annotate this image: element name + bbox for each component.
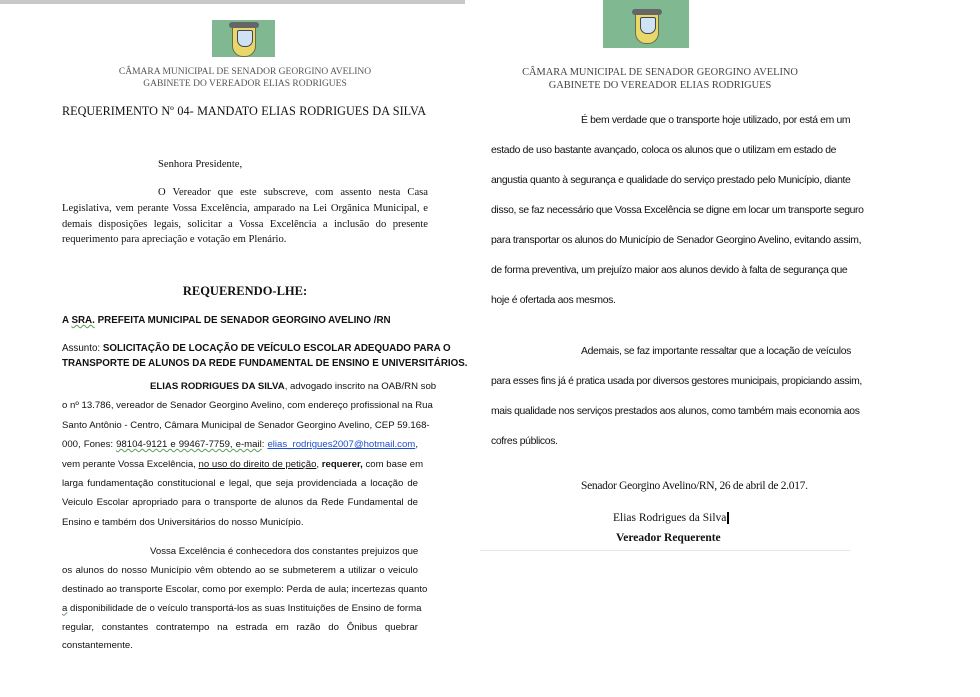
text-line: de forma preventiva, um prejuízo maior aos alunos devido à falta de segurança que — [491, 265, 848, 276]
text-line: para transportar os alunos do Município de Senador Georgino Avelino, evitando assim, — [491, 235, 862, 246]
text-line: destinado ao transporte Escolar, como por exemplo: Perda de aula; incertezas quanto — [62, 583, 428, 595]
text-line: O Vereador que este subscreve, com assento nesta Casa — [158, 187, 428, 198]
salutation: Senhora Presidente, — [158, 159, 243, 170]
text-segment: TRANSPORTE DE ALUNOS DA REDE FUNDAMENTAL DE ENSINO E UNIVERSITÁRIOS. — [62, 358, 468, 369]
text-line — [62, 356, 468, 371]
text-line: Vossa Excelência é conhecedora dos constantes prejuizos que — [150, 546, 419, 557]
page-divider — [480, 550, 850, 551]
text-line — [62, 435, 418, 454]
text-segment: SRA. — [71, 315, 95, 326]
text-line: Ademais, se faz importante ressaltar que a locação de veículos — [581, 346, 851, 357]
requerendo-heading: REQUERENDO-LHE: — [182, 284, 308, 298]
text-line: angustia quanto à segurança e qualidade do serviço prestado pelo Município, diante — [491, 175, 851, 186]
email-link[interactable]: elias_rodrigues2007@hotmail.com — [267, 439, 416, 451]
text-segment: ELIAS RODRIGUES DA SILVA — [150, 381, 285, 392]
signer-role: Vereador Requerente — [616, 532, 721, 544]
chamber-logo — [603, 0, 689, 48]
office-name: GABINETE DO VEREADOR ELIAS RODRIGUES — [548, 80, 772, 91]
chamber-name: CÂMARA MUNICIPAL DE SENADOR GEORGINO AVELINO — [522, 67, 798, 78]
subject — [62, 341, 468, 371]
text-line: mais qualidade nos serviços prestados aos alunos, como também mais economia aos — [491, 406, 860, 417]
text-segment: com base em — [362, 458, 424, 470]
text-segment: , — [316, 458, 322, 470]
text-line: larga fundamentação constitucional e legal, que seja providenciada a locação de — [62, 477, 418, 489]
page-1 — [0, 0, 468, 697]
date-line: Senador Georgino Avelino/RN, 26 de abril de 2.017. — [581, 480, 808, 492]
intro-paragraph — [62, 185, 428, 248]
coat-of-arms-icon — [635, 10, 659, 44]
text-line: disso, se faz necessário que Vossa Excelência se digne em locar um transporte seguro — [491, 205, 864, 216]
text-line: É bem verdade que o transporte hoje utilizado, por está em um — [581, 115, 851, 126]
letterhead — [475, 66, 845, 92]
text-line — [62, 600, 422, 619]
text-segment: , — [415, 439, 418, 451]
body-paragraph-2 — [62, 543, 428, 656]
text-segment: requerer, — [321, 458, 363, 470]
text-segment: A — [62, 315, 72, 326]
text-line: Legislativa, vem perante Vossa Excelência, amparado na Lei Orgânica Municipal, e — [62, 202, 428, 214]
text-segment: SOLICITAÇÃO DE LOCAÇÃO DE VEÍCULO ESCOLAR ADEQUADO PARA O — [102, 343, 451, 354]
text-line: constantemente. — [62, 640, 133, 652]
text-segment: , advogado inscrito na OAB/RN sob — [284, 381, 437, 392]
coat-of-arms-icon — [232, 23, 256, 57]
text-line: cofres públicos. — [491, 436, 558, 447]
text-segment: : — [261, 439, 268, 451]
chamber-logo — [212, 20, 275, 57]
text-segment: disponibilidade de o veículo transportá-los as suas Instituições de Ensino de forma — [67, 602, 422, 614]
body-paragraph-1 — [62, 377, 437, 532]
body-paragraph-4 — [491, 337, 862, 457]
letterhead — [40, 66, 450, 90]
text-line: estado de uso bastante avançado, coloca os alunos que o utilizam em estado de — [491, 145, 837, 156]
text-segment: vem perante Vossa Excelência, — [62, 458, 199, 470]
addressee — [62, 315, 391, 326]
text-segment: 98104-9121 e 99467-7759, e-mail — [116, 439, 262, 451]
text-line: Veiculo Escolar apropriado para o transporte de alunos da Rede Fundamental de — [62, 497, 418, 509]
text-segment: a — [62, 602, 68, 614]
text-line: os alunos do nosso Município vêm obtendo ao se submeterem a utilizar o veiculo — [62, 564, 418, 576]
text-line: regular, constantes contratempo na estrada em razão do Ônibus quebrar — [62, 621, 418, 633]
text-line: para esses fins já é pratica usada por diversos gestores municipais, propiciando assim, — [491, 376, 862, 387]
text-line: hoje é ofertada aos mesmos. — [491, 295, 616, 306]
office-name: GABINETE DO VEREADOR ELIAS RODRIGUES — [143, 79, 347, 89]
chamber-name: CÂMARA MUNICIPAL DE SENADOR GEORGINO AVELINO — [118, 67, 372, 77]
text-line: Ensino e também dos Universitários do nosso Município. — [62, 516, 304, 528]
text-line: Santo Antônio - Centro, Câmara Municipal de Senador Georgino Avelino, CEP 59.168- — [62, 419, 430, 431]
body-paragraph-3 — [491, 106, 864, 316]
text-line — [62, 455, 424, 474]
text-line: o nº 13.786, vereador de Senador Georgino Avelino, com endereço profissional na Rua — [62, 400, 433, 412]
page-2 — [475, 0, 980, 693]
text-line — [62, 377, 437, 396]
signer-name: Elias Rodrigues da Silva — [613, 512, 729, 524]
text-segment: no uso do direito de petição — [198, 458, 317, 470]
text-line: requerimento para apreciação e votação em Plenário. — [62, 234, 287, 246]
text-line: demais disposições legais, solicitar a Vossa Excelência a inclusão do presente — [62, 218, 428, 230]
document-title: REQUERIMENTO Nº 04- MANDATO ELIAS RODRIGUES DA SILVA — [62, 104, 426, 118]
text-line — [62, 341, 451, 356]
text-segment: Assunto: — [62, 343, 103, 354]
text-segment: 000, Fones: — [62, 439, 117, 451]
text-segment: PREFEITA MUNICIPAL DE SENADOR GEORGINO AVELINO /RN — [94, 315, 391, 326]
